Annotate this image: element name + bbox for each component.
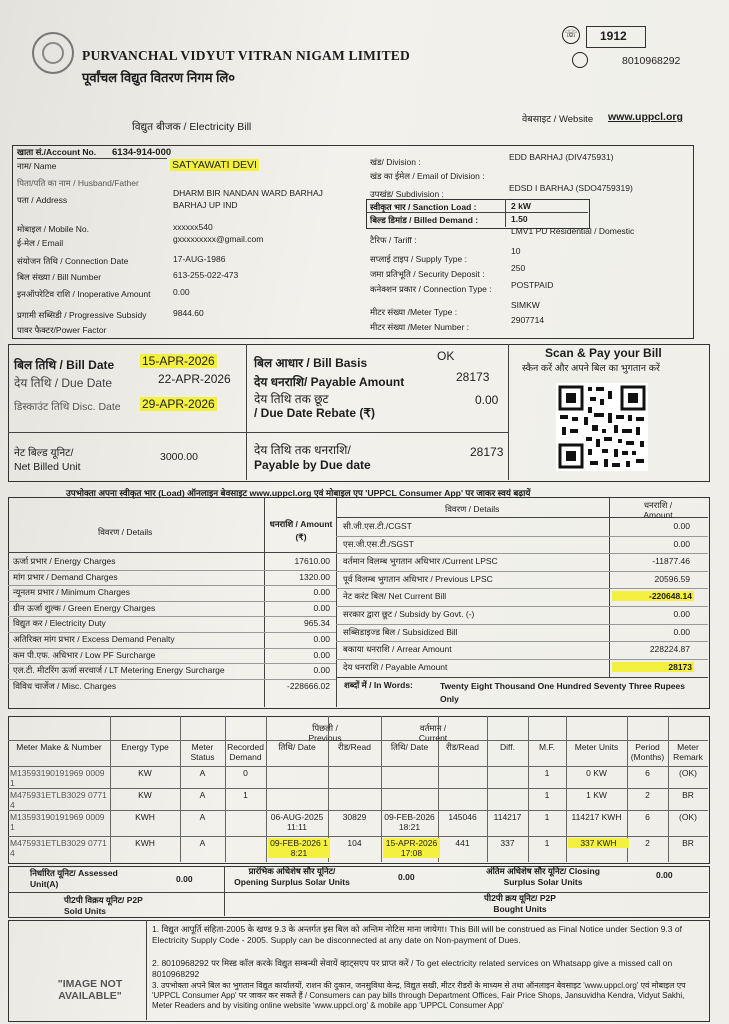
words-label: शब्दों में / In Words: bbox=[344, 680, 413, 690]
meter-cell-status: A bbox=[199, 768, 206, 778]
detail-label: देय धनराशि / Payable Amount bbox=[343, 661, 448, 672]
payable-amount: 28173 bbox=[456, 370, 490, 384]
security-label: जमा प्रतिभूति / Security Deposit : bbox=[370, 269, 485, 279]
email-division-label: खंड का ईमेल / Email of Division : bbox=[370, 171, 485, 181]
bill-number: 613-255-022-473 bbox=[173, 270, 239, 280]
charge-amount: 1320.00 bbox=[299, 571, 330, 582]
sanction-label: स्वीकृत भार / Sanction Load : bbox=[370, 202, 477, 212]
p2p-bought-label: पी2पी क्रय यूनिट/ P2P Bought Units bbox=[484, 893, 556, 914]
meter-cell-units: 1 KW bbox=[586, 790, 607, 800]
charge-amount: 0.00 bbox=[313, 634, 330, 644]
detail-amount: -11877.46 bbox=[652, 556, 690, 567]
meter-cell-units: 0 KW bbox=[586, 768, 607, 778]
detail-label: नेट करंट बिल/ Net Current Bill bbox=[343, 591, 447, 602]
address-line-1: DHARM BIR NANDAN WARD BARHAJ bbox=[173, 188, 323, 198]
due-date-label: देय तिथि / Due Date bbox=[14, 376, 113, 390]
detail-amount: 0.00 bbox=[673, 538, 690, 549]
meter-cell-diff: 114217 bbox=[493, 812, 522, 822]
footer-note-2: 2. 8010968292 पर मिस्ड कॉल करके विद्युत सम्बन्धी सेवायें व्हाट्सएप पर प्राप्त करें / To get electricity related services on Whatsapp give a missed call on 8010968292 bbox=[152, 958, 673, 979]
closing-solar-label: अंतिम अधिशेष सौर यूनिट/ Closing Surplus Solar Units bbox=[486, 866, 600, 887]
details-col-details: विवरण / Details bbox=[445, 504, 500, 514]
bill-number-label: बिल संख्या / Bill Number bbox=[17, 272, 102, 282]
meter-col-header: तिथि/ Date bbox=[278, 742, 316, 752]
load-note: उपभोक्ता अपना स्वीकृत भार (Load) ऑनलाइन बेवसाइट www.uppcl.org एवं मोबाइल एप 'UPPCL Consumer App' पर जाकर स्वयं बढ़ायें bbox=[66, 488, 531, 498]
meter-cell-units: 114217 KWH bbox=[571, 812, 622, 822]
meter-cell-status: A bbox=[199, 838, 206, 848]
meter-cell-cread: 441 bbox=[455, 838, 470, 848]
subdivision-value: EDSD I BARHAJ (SDO4759319) bbox=[509, 183, 633, 193]
account-label: खाता सं./Account No. bbox=[17, 147, 97, 157]
sanction-value: 2 kW bbox=[511, 201, 531, 211]
meter-cell-units: 337 KWH bbox=[568, 838, 629, 848]
meter-cell-period: 6 bbox=[645, 812, 650, 822]
address-line-2: BARHAJ UP IND bbox=[173, 200, 238, 210]
address-label: पता / Address bbox=[17, 195, 68, 205]
meter-cell-pdate: 09-FEB-2026 18:21 bbox=[268, 838, 330, 858]
meter-number-label: मीटर संख्या /Meter Number : bbox=[370, 322, 470, 332]
meter-cell-meter: M13593190191969 00091 bbox=[10, 812, 105, 832]
rebate-value: 0.00 bbox=[475, 393, 499, 407]
payable-due-label-2: Payable by Due date bbox=[254, 458, 371, 472]
detail-amount: 0.00 bbox=[673, 609, 690, 619]
security-value: 250 bbox=[511, 263, 526, 273]
assessed-value: 0.00 bbox=[176, 874, 193, 884]
payable-due-label-1: देय तिथि तक धनराशि/ bbox=[254, 443, 351, 457]
charge-label: एल.टी. मीटरिंग ऊर्जा सरचार्ज / LT Metering Energy Surcharge bbox=[13, 665, 225, 676]
meter-col-header: रीड/Read bbox=[446, 742, 479, 752]
division-value: EDD BARHAJ (DIV475931) bbox=[509, 152, 614, 162]
website-link[interactable]: www.uppcl.org bbox=[608, 111, 683, 123]
charge-amount: -228666.02 bbox=[286, 680, 330, 691]
charge-amount: 0.00 bbox=[313, 649, 330, 660]
company-name-hi: पूर्वांचल विद्युत वितरण निगम लि० bbox=[82, 70, 236, 85]
meter-cell-period: 6 bbox=[645, 768, 650, 778]
phone-icon: ☏ bbox=[562, 26, 580, 44]
payable-due-value: 28173 bbox=[470, 445, 504, 459]
charge-amount: 0.00 bbox=[313, 665, 330, 676]
meter-cell-meter: M13593190191969 00091 bbox=[10, 768, 105, 788]
p2p-sold-label: पी2पी विक्रय यूनिट/ P2P Sold Units bbox=[64, 895, 143, 916]
detail-label: पूर्व विलम्ब भुगतान अधिभार / Previous LPSC bbox=[343, 573, 493, 584]
qr-code[interactable] bbox=[556, 383, 648, 471]
detail-label: बकाया धनराशि / Arrear Amount bbox=[343, 644, 452, 655]
charge-label: अतिरिक्त मांग प्रभार / Excess Demand Penalty bbox=[13, 634, 175, 644]
meter-cell-type: KWH bbox=[135, 812, 155, 822]
charge-label: कम पी.एफ. अधिभार / Low PF Surcharge bbox=[13, 649, 156, 660]
inoperative-label: इनऑपरेटिव राशि / Inoperative Amount bbox=[17, 289, 151, 299]
doc-title: विद्युत बीजक / Electricity Bill bbox=[132, 121, 252, 133]
progressive-amount: 9844.60 bbox=[173, 308, 204, 318]
charge-label: विविध चार्जेज / Misc. Charges bbox=[13, 680, 117, 691]
tariff-label: टैरिफ / Tariff : bbox=[370, 235, 417, 245]
closing-solar-value: 0.00 bbox=[656, 870, 673, 880]
supply-label: सप्लाई टाइप / Supply Type : bbox=[370, 254, 467, 264]
scan-subtitle: स्कैन करें और अपने बिल का भुगतान करें bbox=[522, 363, 660, 374]
meter-cell-status: A bbox=[199, 790, 206, 800]
details-col-amount: धनराशि / Amount bbox=[643, 500, 673, 520]
payable-label: देय धनराशि/ Payable Amount bbox=[254, 375, 405, 389]
meter-cell-remark: (OK) bbox=[679, 768, 697, 778]
meter-type-label: मीटर संख्या /Meter Type : bbox=[370, 307, 458, 317]
bill-date: 15-APR-2026 bbox=[142, 354, 215, 368]
billed-demand-label: बिल्ड डिमांड / Billed Demand : bbox=[370, 215, 479, 225]
charge-label: मांग प्रभार / Demand Charges bbox=[13, 571, 118, 582]
connection-type-value: POSTPAID bbox=[511, 280, 554, 290]
meter-cell-pread: 30829 bbox=[342, 812, 367, 822]
net-billed-value: 3000.00 bbox=[160, 451, 198, 463]
charge-amount: 0.00 bbox=[313, 602, 330, 613]
footer-note-3: 3. उपभोक्ता अपने बिल का भुगतान विद्युत कार्यालयों, राशन की दुकान, जनसुविधा केन्द्र, विद्युत सखी, मीटर रीडरों के माध्यम से तथा ऑनलाइन बेवसाइट 'www.uppcl.org' एवं मोबाइल एप 'UPPCL Consumer App' पर जाकर कर सकते हैं / Consumers can pay bills through Department Offices, Fair Price Shops, Jansuvidha Kendra, Vidyut Sakhi, Meter Readers and by visiting online website 'www.uppcl.org' & mobile app 'UPPCL Consumer App' bbox=[152, 981, 686, 1010]
net-billed-label-1: नेट बिल्ड यूनिट/ bbox=[14, 447, 74, 459]
tariff-value: LMV1 PU Residential / Domestic bbox=[511, 226, 635, 236]
detail-amount: -220648.14 bbox=[612, 591, 694, 601]
meter-cell-meter: M475931ETLB3029 07714 bbox=[10, 790, 107, 810]
helpline-number: 1912 bbox=[600, 29, 627, 43]
meter-col-header: Meter Remark bbox=[673, 742, 703, 762]
meter-cell-cdate: 15-APR-2026 17:08 bbox=[383, 838, 440, 858]
rebate-label-1: देय तिथि तक छूट bbox=[254, 392, 329, 406]
meter-cell-remark: BR bbox=[682, 838, 694, 848]
charge-label: न्यूनतम प्रभार / Minimum Charges bbox=[13, 587, 130, 598]
detail-amount: 228224.87 bbox=[649, 644, 690, 655]
meter-col-header: M.F. bbox=[538, 742, 556, 752]
meter-col-header: रीड/Read bbox=[338, 742, 371, 752]
meter-cell-remark: (OK) bbox=[679, 812, 697, 822]
subdivision-label: उपखंड/ Subdivision : bbox=[370, 189, 444, 199]
charges-col-amount: धनराशि / Amount (₹) bbox=[269, 519, 333, 542]
mobile-value: xxxxxx540 bbox=[173, 222, 213, 232]
bill-date-label: बिल तिथि / Bill Date bbox=[14, 358, 115, 372]
billed-demand-value: 1.50 bbox=[511, 214, 528, 224]
meter-number-value: 2907714 bbox=[511, 315, 545, 325]
progressive-label: प्रगामी सब्सिडी / Progressive Subsidy bbox=[17, 310, 147, 320]
disc-date: 29-APR-2026 bbox=[142, 397, 215, 411]
charge-amount: 965.34 bbox=[304, 618, 330, 629]
meter-cell-cdate: 09-FEB-2026 18:21 bbox=[384, 812, 435, 832]
meter-col-header: तिथि/ Date bbox=[390, 742, 429, 752]
detail-amount: 0.00 bbox=[673, 626, 690, 637]
whatsapp-number: 8010968292 bbox=[622, 55, 681, 67]
charge-amount: 17610.00 bbox=[294, 556, 330, 566]
meter-col-header: Meter Status bbox=[190, 742, 215, 762]
detail-amount: 28173 bbox=[612, 662, 694, 672]
email-value: gxxxxxxxxx@gmail.com bbox=[173, 234, 264, 244]
due-date: 22-APR-2026 bbox=[158, 372, 231, 386]
bill-basis-label: बिल आधार / Bill Basis bbox=[254, 356, 368, 370]
footer-note-1: 1. विद्युत आपूर्ति संहिता-2005 के खण्ड 9.3 के अन्तर्गत इस बिल को अन्तिम नोटिस माना जायेगा। This Bill will be construed as Final Notice under Section 9.3 of Electricity Supply Code - 2005. Supply can be disconnected at any date on Non-payment of Dues. bbox=[152, 924, 682, 945]
detail-label: वर्तमान विलम्ब भुगतान अधिभार /Current LPSC bbox=[343, 556, 498, 567]
charge-label: ग्रीन ऊर्जा शुल्क / Green Energy Charges bbox=[13, 602, 156, 613]
meter-cell-mf: 1 bbox=[544, 790, 550, 800]
meter-col-header: Meter Make & Number bbox=[16, 742, 102, 752]
detail-label: सरकार द्वारा छूट / Subsidy by Govt. (-) bbox=[343, 609, 475, 619]
meter-cell-diff: 337 bbox=[500, 838, 515, 848]
rebate-label-2: / Due Date Rebate (₹) bbox=[254, 406, 375, 420]
meter-cell-mf: 1 bbox=[544, 768, 550, 778]
opening-solar-value: 0.00 bbox=[398, 872, 415, 882]
division-label: खंड/ Division : bbox=[370, 157, 421, 167]
disc-date-label: डिस्काउंट तिथि Disc. Date bbox=[14, 401, 121, 413]
website-label: वेबसाइट / Website bbox=[522, 114, 594, 125]
whatsapp-icon bbox=[572, 52, 588, 68]
meter-cell-period: 2 bbox=[645, 790, 650, 800]
charge-label: ऊर्जा प्रभार / Energy Charges bbox=[13, 556, 116, 566]
charge-amount: 0.00 bbox=[313, 587, 330, 598]
inoperative-amount: 0.00 bbox=[173, 287, 190, 297]
meter-cell-demand: 1 bbox=[243, 790, 248, 800]
group-previous: पिछली / Previous bbox=[308, 723, 342, 743]
meter-col-header: Diff. bbox=[500, 742, 515, 752]
power-factor-label: पावर फैक्टर/Power Factor bbox=[17, 325, 107, 335]
opening-solar-label: प्रारंभिक अधिशेष सौर यूनिट/ Opening Surplus Solar Units bbox=[234, 866, 350, 887]
image-not-available: "IMAGE NOT AVAILABLE" bbox=[57, 978, 123, 1002]
mobile-label: मोबाइल / Mobile No. bbox=[17, 224, 89, 234]
name-label: नाम/ Name bbox=[17, 161, 57, 171]
connection-date-label: संयोजन तिथि / Connection Date bbox=[17, 256, 129, 266]
meter-cell-status: A bbox=[199, 812, 206, 822]
net-billed-label-2: Net Billed Unit bbox=[14, 461, 81, 473]
meter-col-header: Meter Units bbox=[574, 742, 619, 752]
group-current: वर्तमान / Current bbox=[418, 723, 448, 743]
bill-basis: OK bbox=[437, 349, 455, 363]
meter-cell-pdate: 06-AUG-2025 11:11 bbox=[270, 812, 324, 832]
detail-amount: 0.00 bbox=[673, 521, 690, 531]
meter-cell-type: KWH bbox=[135, 838, 155, 848]
meter-cell-mf: 1 bbox=[544, 838, 550, 848]
meter-col-header: Recorded Demand bbox=[227, 742, 264, 762]
detail-label: सी.जी.एस.टी./CGST bbox=[343, 521, 412, 531]
detail-amount: 20596.59 bbox=[654, 573, 690, 584]
scan-title: Scan & Pay your Bill bbox=[545, 346, 662, 360]
father-label: पिता/पति का नाम / Husband/Father bbox=[17, 178, 139, 188]
charges-col-details: विवरण / Details bbox=[98, 527, 153, 537]
meter-cell-demand: 0 bbox=[243, 768, 248, 778]
meter-cell-meter: M475931ETLB3029 07714 bbox=[10, 838, 107, 858]
supply-value: 10 bbox=[511, 246, 521, 256]
detail-label: सब्सिडाइज्ड बिल / Subsidized Bill bbox=[343, 626, 458, 637]
meter-cell-remark: BR bbox=[682, 790, 694, 800]
customer-name: SATYAWATI DEVI bbox=[172, 159, 257, 171]
meter-cell-period: 2 bbox=[645, 838, 650, 848]
connection-type-label: कनेक्शन प्रकार / Connection Type : bbox=[370, 284, 492, 294]
meter-col-header: Energy Type bbox=[121, 742, 169, 752]
email-label: ई-मेल / Email bbox=[17, 238, 64, 248]
assessed-label: निर्धारित यूनिट/ Assessed Unit(A) bbox=[30, 868, 118, 889]
company-name-en: PURVANCHAL VIDYUT VITRAN NIGAM LIMITED bbox=[82, 48, 410, 63]
company-logo-inner bbox=[42, 42, 64, 64]
connection-date: 17-AUG-1986 bbox=[173, 254, 226, 264]
meter-cell-type: KW bbox=[138, 790, 152, 800]
meter-cell-cread: 145046 bbox=[448, 812, 477, 822]
meter-type-value: SIMKW bbox=[511, 300, 540, 310]
meter-cell-type: KW bbox=[138, 768, 152, 778]
meter-cell-mf: 1 bbox=[544, 812, 550, 822]
charge-label: विद्युत कर / Electricity Duty bbox=[13, 618, 106, 629]
meter-col-header: Period (Months) bbox=[630, 742, 665, 762]
meter-cell-pread: 104 bbox=[347, 838, 362, 848]
detail-label: एस.जी.एस.टी./SGST bbox=[343, 538, 414, 549]
words-value: Twenty Eight Thousand One Hundred Seventy Three Rupees Only bbox=[440, 681, 685, 704]
account-number: 6134-914-000 bbox=[112, 147, 172, 158]
